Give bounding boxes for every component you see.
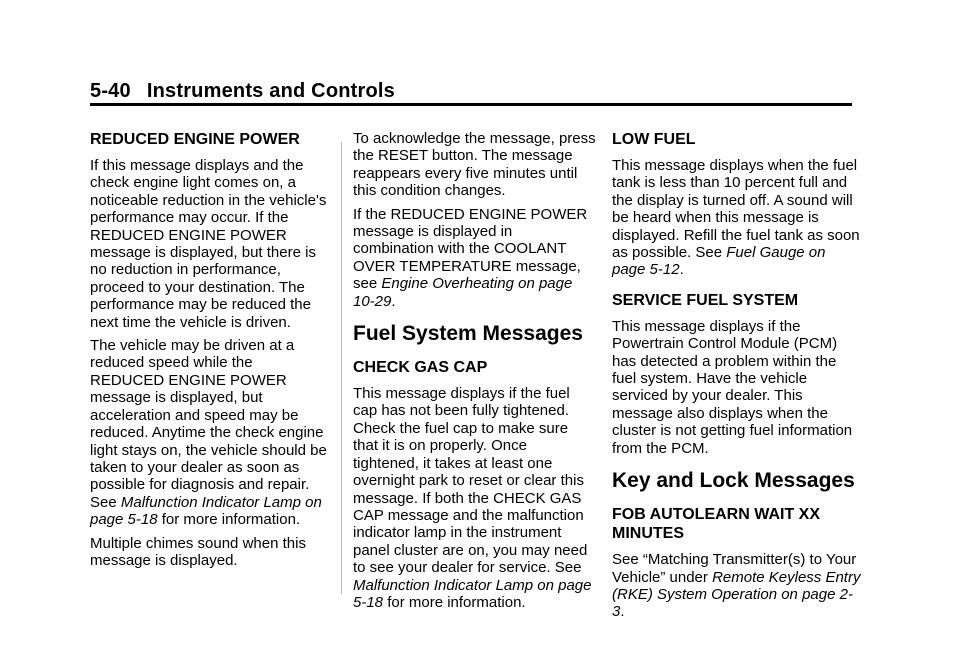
low-fuel-tail: . bbox=[679, 261, 684, 279]
coolant-tail: . bbox=[391, 292, 396, 310]
low-fuel-heading: LOW FUEL bbox=[612, 131, 696, 148]
reduced-engine-power-p3: Multiple chimes sound when this message is displayed. bbox=[90, 534, 306, 569]
fob-autolearn-paragraph bbox=[612, 551, 862, 621]
check-gas-cap-heading: CHECK GAS CAP bbox=[353, 359, 488, 377]
low-fuel-text: This message displays when the fuel tank is less than 10 percent full and the display is turned off. A sound will be heard when this message is displayed. Refill the fuel tank as soon as possible. See bbox=[612, 157, 860, 262]
column-divider bbox=[341, 142, 342, 594]
key-and-lock-messages-heading: Key and Lock Messages bbox=[612, 469, 855, 493]
header-rule bbox=[90, 103, 852, 106]
p2-tail: for more information. bbox=[161, 511, 301, 529]
malfunction-lamp-link-2[interactable]: Malfunction Indicator Lamp on page 5-18 bbox=[353, 576, 592, 611]
service-fuel-system-heading: SERVICE FUEL SYSTEM bbox=[612, 291, 799, 309]
column-2 bbox=[353, 130, 596, 617]
acknowledge-paragraph: To acknowledge the message, press the RESET button. The message reappears every five minutes until this condition changes. bbox=[353, 130, 596, 200]
page-number: 5-40 bbox=[90, 80, 131, 102]
reduced-engine-power-heading: REDUCED ENGINE POWER bbox=[90, 131, 300, 148]
fob-text: See “Matching Transmitter(s) to Your Vehicle” under bbox=[612, 551, 857, 586]
column-3 bbox=[612, 130, 862, 627]
gas-cap-tail: for more information. bbox=[387, 593, 526, 611]
coolant-paragraph bbox=[353, 206, 596, 310]
low-fuel-paragraph bbox=[612, 157, 862, 279]
reduced-engine-power-p1: If this message displays and the check engine light comes on, a noticeable reduction in the vehicle's performance may occur. If the REDUCED ENGINE POWER message is displayed, but there is no reduction in performance, proceed to your destination. The performance may be reduced the next time the vehicle is driven. bbox=[90, 157, 327, 331]
p2-text: The vehicle may be driven at a reduced speed while the REDUCED ENGINE POWER message is displayed, but acceleration and speed may be reduced. Anytime the check engine light stays on, the vehicle should be taken to your dealer as soon as possible for diagnosis and repair. See bbox=[90, 337, 327, 511]
rke-link[interactable]: Remote Keyless Entry (RKE) System Operation on page 2-3 bbox=[612, 568, 861, 621]
reduced-engine-power-p2 bbox=[90, 337, 330, 528]
fuel-gauge-link[interactable]: Fuel Gauge on page 5-12 bbox=[612, 244, 826, 279]
gas-cap-text: This message displays if the fuel cap has not been fully tightened. Check the fuel cap to make sure that it is on properly. Once tightened, it takes at least one overnight park to reset or clear this message. If both the CHECK GAS CAP message and the malfunction indicator lamp in the instrument panel cluster are on, you may need to see your dealer for service. See bbox=[353, 385, 588, 577]
page-header bbox=[90, 78, 852, 104]
section-title: Instruments and Controls bbox=[146, 80, 395, 102]
check-gas-cap-paragraph bbox=[353, 385, 596, 611]
engine-overheating-link[interactable]: Engine Overheating on page 10-29 bbox=[353, 275, 573, 310]
malfunction-lamp-link[interactable]: Malfunction Indicator Lamp on page 5-18 bbox=[90, 493, 322, 529]
fuel-system-messages-heading: Fuel System Messages bbox=[353, 322, 583, 346]
column-1 bbox=[90, 130, 330, 575]
coolant-text: If the REDUCED ENGINE POWER message is displayed in combination with the COOLANT OVER TEMPERATURE message, see bbox=[353, 205, 588, 293]
header-line bbox=[90, 78, 852, 104]
service-fuel-system-paragraph: This message displays if the Powertrain Control Module (PCM) has detected a problem within the fuel system. Have the vehicle serviced by your dealer. This message also displays when the cluster is not getting fuel information from the PCM. bbox=[612, 317, 853, 457]
fob-tail: . bbox=[620, 603, 625, 621]
fob-autolearn-heading: FOB AUTOLEARN WAIT XX MINUTES bbox=[612, 506, 820, 543]
